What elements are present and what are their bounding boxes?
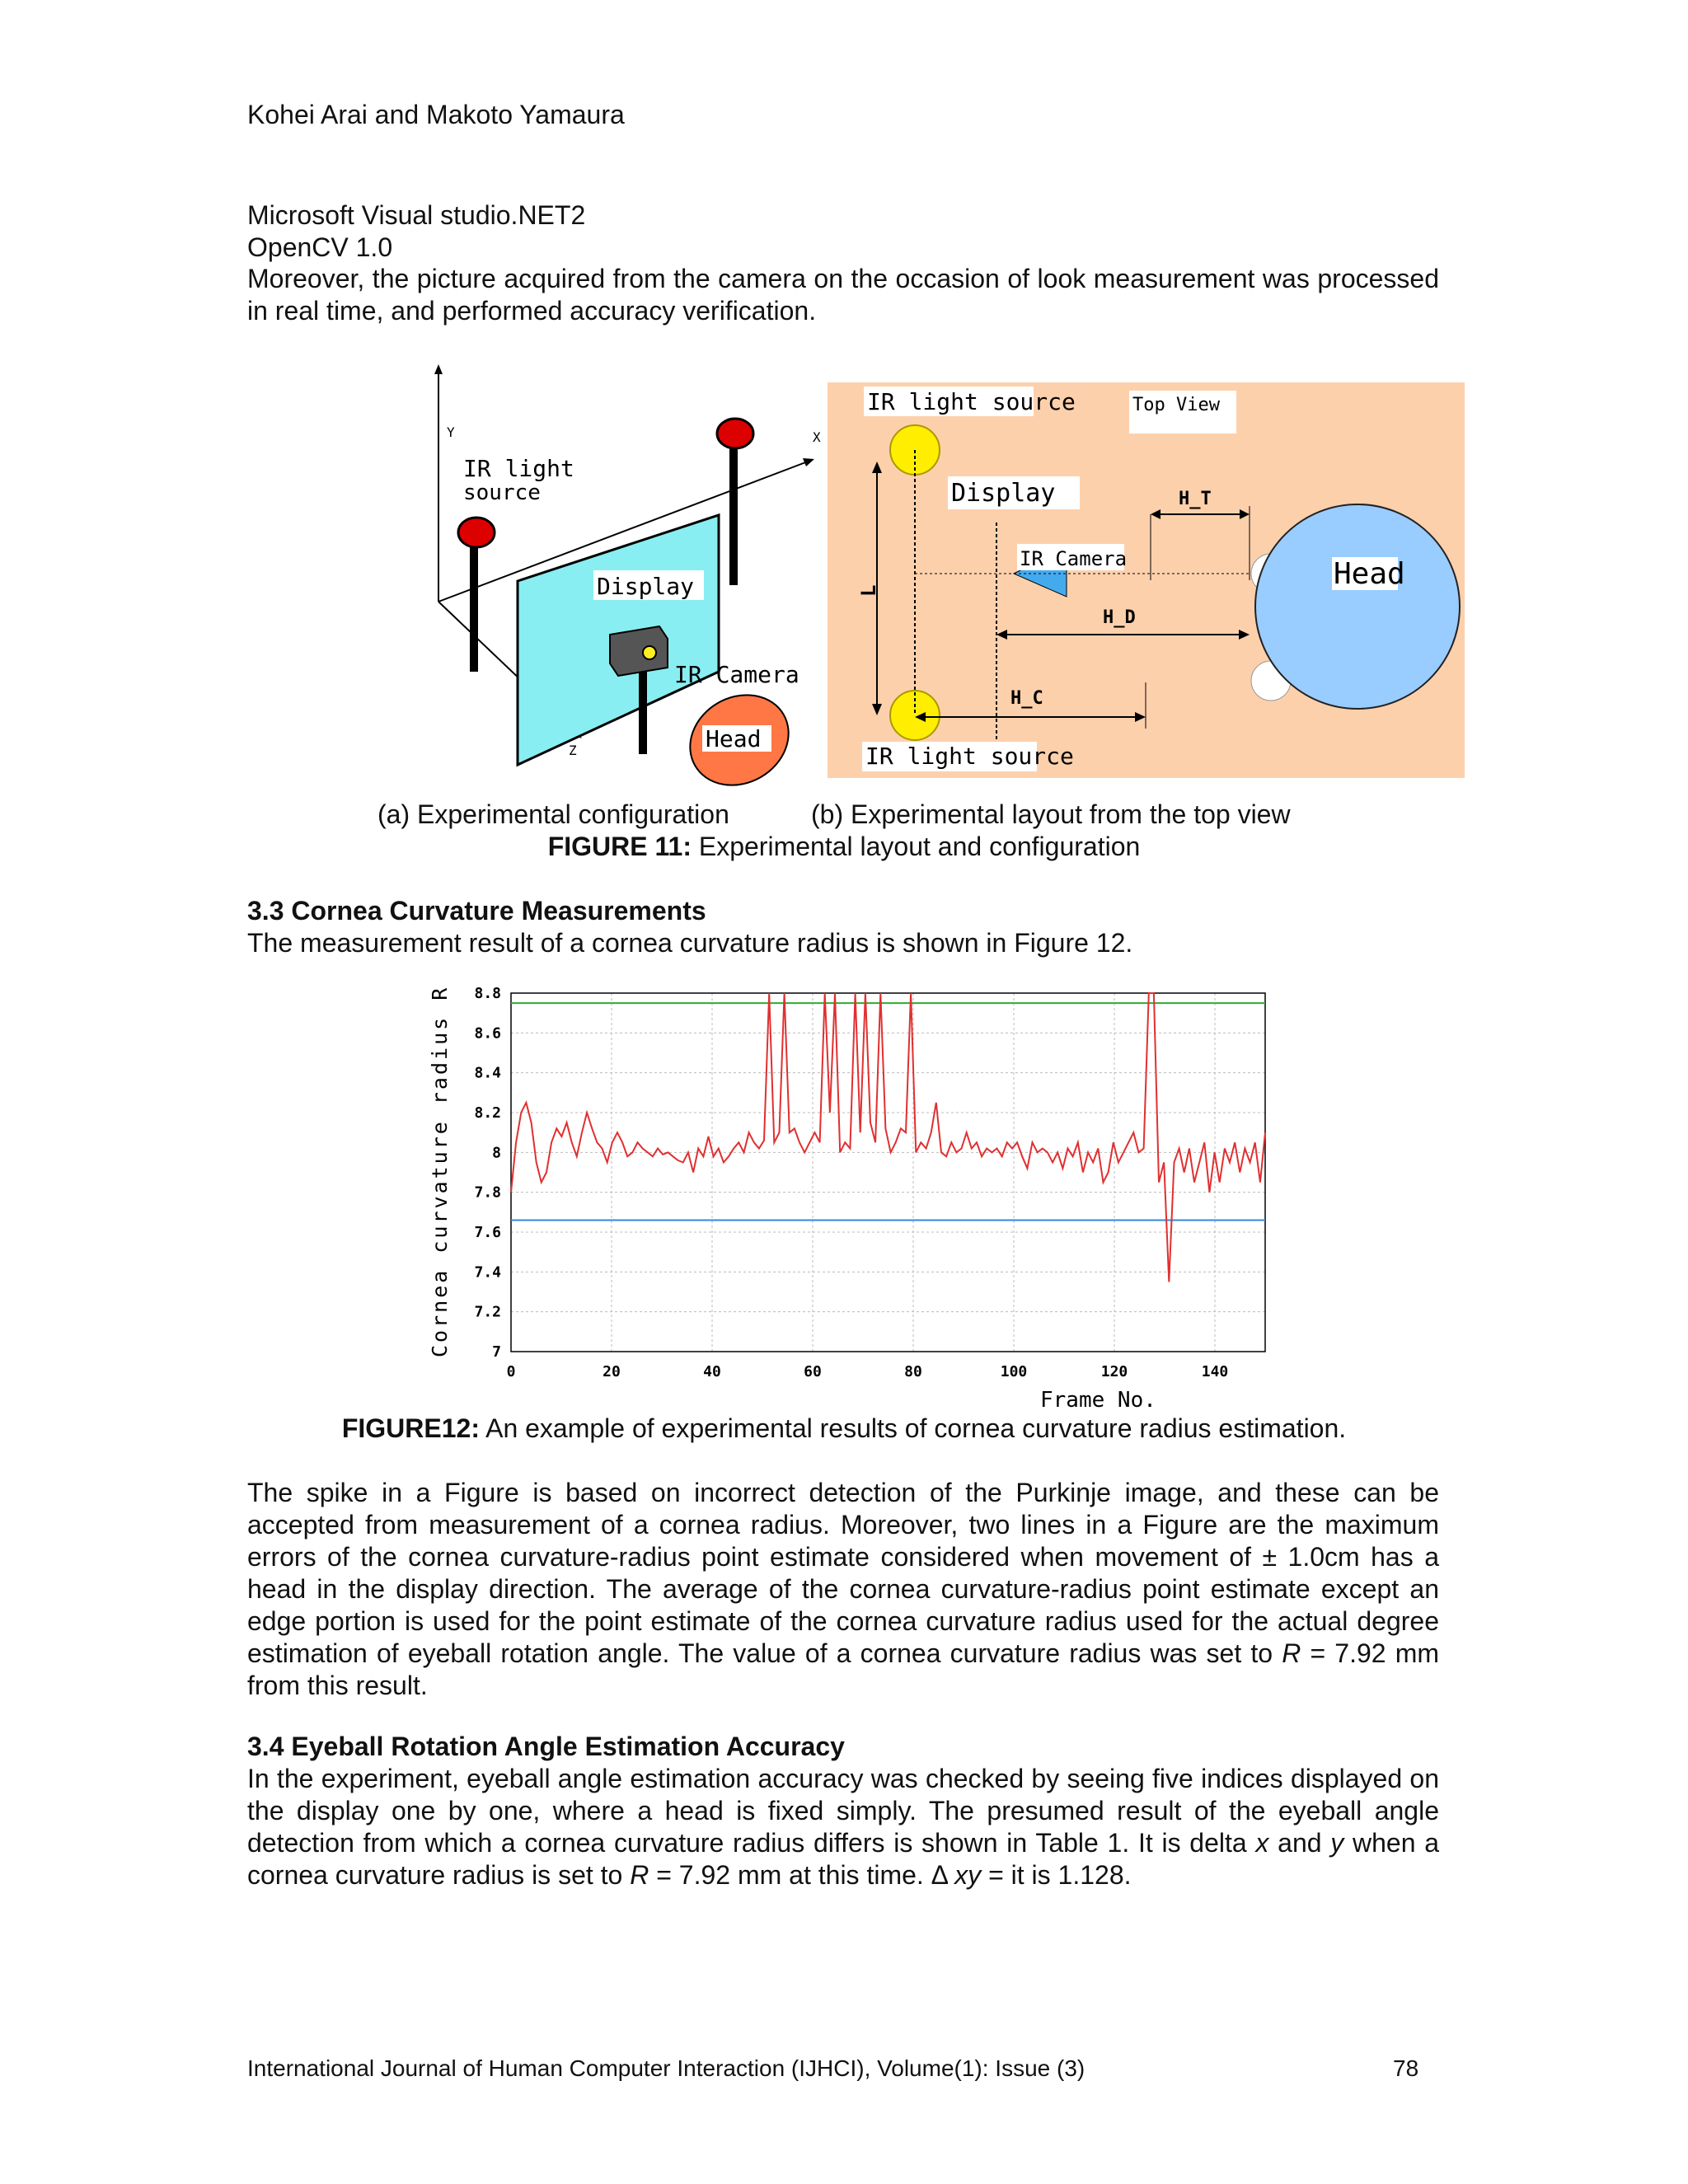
x-tick-label: 20 [603, 1363, 621, 1380]
s34-text-d: = it is 1.128. [981, 1860, 1132, 1890]
camera-stand [639, 663, 647, 754]
figure-11a-caption: (a) Experimental configuration [377, 799, 729, 829]
intro-paragraph: Moreover, the picture acquired from the camera on the occasion of look measurement was processed in real time, and performed accuracy verification. [247, 264, 1439, 326]
l-label: L [857, 584, 880, 597]
axis-y-label: Y [447, 424, 455, 440]
figure-12-chart [420, 985, 1278, 1413]
y-tick-label: 7.2 [474, 1303, 501, 1321]
x-tick-label: 120 [1100, 1363, 1128, 1380]
ht-label: H_T [1179, 489, 1212, 509]
figure-11-caption-text: Experimental layout and configuration [691, 832, 1141, 861]
s34-x: x [1255, 1828, 1269, 1858]
body-paragraph-1-end: = 7.92 mm from this result. [247, 1638, 1439, 1700]
s34-y: y [1330, 1828, 1344, 1858]
figure-11-caption [0, 831, 1688, 863]
head-top-view [1255, 504, 1460, 709]
x-tick-label: 0 [506, 1363, 516, 1380]
figure-11-caption-label: FIGURE 11: [547, 832, 692, 861]
x-axis-arrow [803, 458, 814, 466]
s34-and: and [1268, 1828, 1331, 1858]
axis-x-label: X [813, 429, 821, 445]
figure-11b-caption: (b) Experimental layout from the top view [811, 799, 1291, 829]
chart-y-axis-label: Cornea curvature radius R [428, 985, 452, 1357]
y-tick-label: 8.4 [474, 1064, 501, 1082]
chart-x-axis-label: Frame No. [1040, 1388, 1156, 1413]
footer-journal: International Journal of Human Computer Interaction (IJHCI), Volume(1): Issue (3) [247, 2055, 1085, 2081]
display-top-label: Display [951, 479, 1056, 508]
s34-text-b: when a cornea curvature radius is set to [247, 1828, 1440, 1890]
chart-series [511, 993, 1265, 1282]
chart-axes [511, 993, 1265, 1352]
hc-label: H_C [1010, 688, 1043, 709]
ir-camera-lens [643, 646, 656, 659]
ir-camera-top-label: IR Camera [1020, 547, 1128, 570]
ir-camera-label: IR Camera [674, 661, 799, 688]
s34-text-a: In the experiment, eyeball angle estimation accuracy was checked by seeing five indices displayed on the display one by one, where a head is fixed simply. The presumed result of the eyeball angle detection from which a cornea curvature radius differs is shown in Table 1. It is delta [247, 1764, 1439, 1858]
body-paragraph-1-r: R [1282, 1638, 1301, 1668]
ir-light-pole-back [729, 429, 738, 585]
section-3-4-heading: 3.4 Eyeball Rotation Angle Estimation Accuracy [247, 1732, 845, 1761]
y-tick-label: 8 [492, 1144, 501, 1162]
figure-12-caption-text: An example of experimental results of cornea curvature radius estimation. [479, 1413, 1347, 1443]
ir-light-pole-front [470, 532, 478, 672]
y-tick-label: 8.6 [474, 1024, 501, 1043]
body-paragraph-1-text: The spike in a Figure is based on incorrect detection of the Purkinje image, and these can be accepted from measurement of a cornea radius. Moreover, two lines in a Figure are the maximum errors of the cornea curvature-radius point estimate considered when movement of ± 1.0cm has a head in the display direction. The average of the cornea curvature-radius point estimate except an edge portion is used for the point estimate of the cornea curvature radius used for the actual degree estimation of eyeball rotation angle. The value of a cornea curvature radius was set to [247, 1478, 1439, 1668]
chart-reference-lines [511, 1003, 1265, 1220]
y-tick-label: 7.8 [474, 1183, 501, 1202]
head-top-label: Head [1334, 557, 1405, 591]
x-tick-label: 40 [703, 1363, 721, 1380]
ir-light-front [458, 518, 495, 547]
x-tick-label: 60 [804, 1363, 822, 1380]
body-paragraph-1 [247, 1477, 1439, 1702]
top-view-label: Top View [1132, 395, 1220, 415]
chart-grid [511, 993, 1265, 1352]
y-tick-label: 8.2 [474, 1104, 501, 1122]
plot-frame [511, 993, 1265, 1352]
chart-tick-labels [474, 985, 1228, 1380]
footer-page-number: 78 [1393, 2055, 1419, 2081]
x-tick-label: 80 [904, 1363, 922, 1380]
ir-source-bottom-label: IR light source [865, 743, 1074, 770]
section-3-3-text: The measurement result of a cornea curvature radius is shown in Figure 12. [247, 928, 1133, 958]
head-label: Head [706, 725, 762, 752]
ir-light-back [717, 419, 753, 448]
running-header: Kohei Arai and Makoto Yamaura [247, 100, 625, 129]
intro-line-1: Microsoft Visual studio.NET2 [247, 200, 586, 230]
y-tick-label: 7.4 [474, 1263, 501, 1282]
series-line [511, 993, 1265, 1282]
figure-12-caption-label: FIGURE12: [341, 1413, 480, 1443]
s34-text-c: = 7.92 mm at this time. Δ [649, 1860, 955, 1890]
display-label: Display [597, 573, 695, 600]
s34-r: R [630, 1860, 649, 1890]
figure-12-caption [0, 1413, 1688, 1445]
y-tick-label: 8.8 [474, 985, 501, 1002]
hd-label: H_D [1103, 607, 1136, 628]
section-3-3-heading: 3.3 Cornea Curvature Measurements [247, 896, 706, 926]
x-tick-label: 140 [1201, 1363, 1229, 1380]
section-3-4-paragraph [247, 1763, 1439, 1891]
ir-light-label-2: source [463, 480, 541, 505]
axis-z-label: Z [569, 743, 577, 758]
y-tick-label: 7.6 [474, 1224, 501, 1241]
ir-light-label-1: IR light [463, 455, 574, 482]
y-axis-arrow [434, 364, 443, 374]
figure-11a-diagram [412, 363, 824, 791]
x-tick-label: 100 [1000, 1363, 1028, 1380]
intro-line-2: OpenCV 1.0 [247, 232, 393, 262]
ir-source-top-label: IR light source [867, 388, 1076, 415]
figure-11b-diagram [828, 382, 1465, 778]
ir-camera-body [610, 626, 668, 676]
y-tick-label: 7 [492, 1343, 501, 1361]
s34-xy: xy [954, 1860, 982, 1890]
